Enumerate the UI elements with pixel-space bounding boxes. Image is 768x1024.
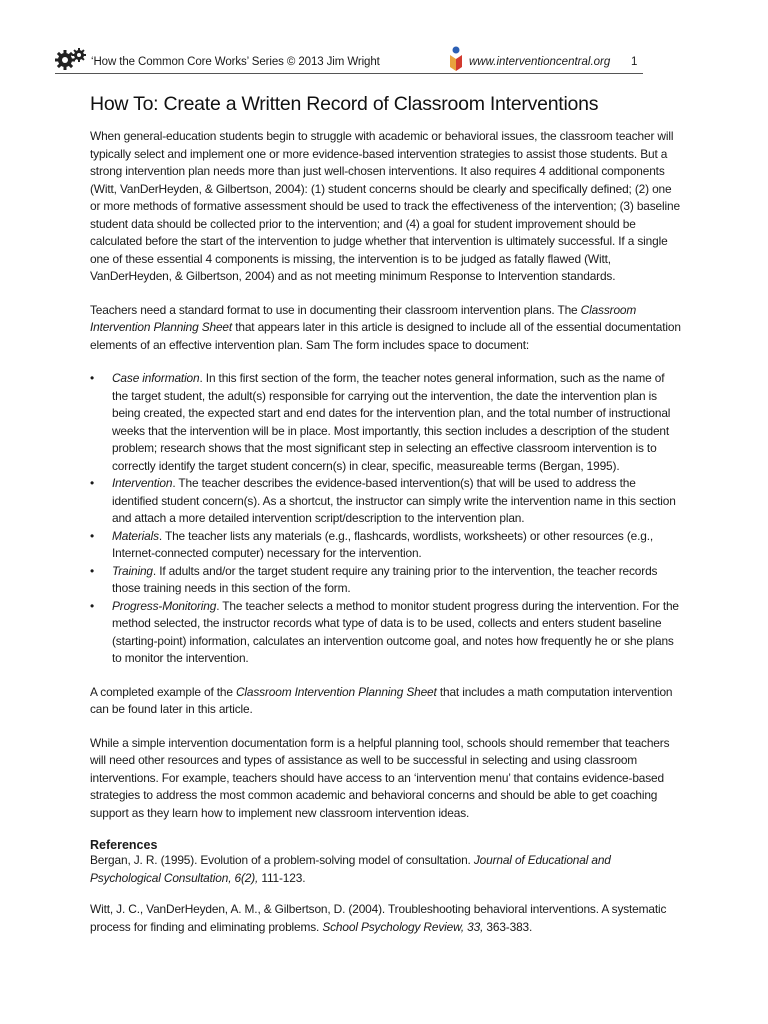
list-item: • Progress-Monitoring. The teacher selects a method to monitor student progress during the intervention. For the method selected, the instructor records what type of data is to be used, collects and enters student baseline (starting-point) information, calculates an intervention outcome goal, and notes how frequently he or she plans to monitor the intervention. [90, 598, 682, 668]
intervention-central-logo-icon [448, 46, 464, 72]
sheet-title: Classroom Intervention Planning Sheet [90, 302, 637, 334]
page-header [55, 45, 643, 75]
header-rule [55, 73, 643, 74]
item-label: Training [112, 563, 153, 578]
references-heading: References [90, 838, 158, 852]
site-url[interactable]: www.interventioncentral.org [469, 56, 611, 68]
list-item: • Case information. In this first section of the form, the teacher notes general information, such as the name of the target student, the adult(s) responsible for carrying out the intervention, the date the intervention plan is being created, the expected start and end dates for the intervention plan, and the total number of instructional weeks that the intervention will be in place. Most importantly, this section includes a description of the student problem; research shows that the most significant step in selecting an effective classroom intervention is to correctly identify the target student concern(s) in clear, specific, measureable terms (Bergan, 1995). [90, 370, 682, 475]
article-body [90, 93, 682, 950]
components-list [90, 370, 682, 668]
series-title: ‘How the Common Core Works’ Series © 2013 Jim Wright [91, 56, 380, 68]
page-title: How To: Create a Written Record of Classroom Interventions [90, 93, 599, 115]
format-paragraph: Teachers need a standard format to use in documenting their classroom intervention plans. The Classroom Intervention Planning Sheet that appears later in this article is designed to include all of the essential documentation elements of an effective intervention plan. Sam The form includes space to document: [90, 302, 681, 352]
gears-icon [55, 47, 87, 71]
item-label: Intervention [112, 476, 173, 490]
sheet-title: Classroom Intervention Planning Sheet [236, 684, 437, 699]
list-item: • Training. If adults and/or the target student require any training prior to the intervention, the teacher records those training needs in this section of the form. [90, 563, 682, 598]
example-paragraph: A completed example of the Classroom Intervention Planning Sheet that includes a math computation intervention can be found later in this article. [90, 684, 673, 716]
intro-paragraph: When general-education students begin to struggle with academic or behavioral issues, the classroom teacher will typically select and implement one or more evidence-based intervention strategies to assist those students. But a strong intervention plan needs more than just well-chosen interventions. It also requires 4 additional components (Witt, VanDerHeyden, & Gilbertson, 2004): (1) student concerns should be clearly and specifically defined; (2) one or more methods of formative assessment should be used to track the effectiveness of the intervention; (3) baseline student data should be collected prior to the intervention; and (4) a goal for student improvement should be calculated before the start of the intervention to judge whether that intervention is ultimately successful. If a single one of these essential 4 components is missing, the intervention is to be judged as fatally flawed (Witt, VanDerHeyden, & Gilbertson, 2004) and as not meeting minimum Response to Intervention standards. [90, 129, 680, 283]
page-number: 1 [631, 56, 638, 68]
reference-item: Bergan, J. R. (1995). Evolution of a problem-solving model of consultation. Journal of Educational and Psychological Consultation, 6(2), 111-123. [90, 853, 611, 885]
list-item: • Materials. The teacher lists any materials (e.g., flashcards, wordlists, worksheets) or other resources (e.g., Internet-connected computer) necessary for the intervention. [90, 528, 682, 563]
item-label: Materials [112, 528, 159, 543]
reference-item: Witt, J. C., VanDerHeyden, A. M., & Gilbertson, D. (2004). Troubleshooting behavioral interventions. A systematic process for finding and eliminating problems. School Psychology Review, 33, 363-383. [90, 902, 667, 934]
list-item: • Intervention. The teacher describes the evidence-based intervention(s) that will be used to address the identified student concern(s). As a shortcut, the instructor can simply write the intervention name in this section and attach a more detailed intervention script/description to the intervention plan. [90, 475, 682, 528]
item-label: Progress-Monitoring [112, 598, 217, 613]
item-label: Case information [112, 371, 200, 385]
closing-paragraph: While a simple intervention documentation form is a helpful planning tool, schools should remember that teachers will need other resources and types of assistance as well to be successful in selecting and using classroom interventions. For example, teachers should have access to an ‘intervention menu’ that contains evidence-based strategies to address the most common academic and behavioral concerns and should be able to get coaching support as they learn how to implement new classroom intervention ideas. [90, 735, 670, 820]
